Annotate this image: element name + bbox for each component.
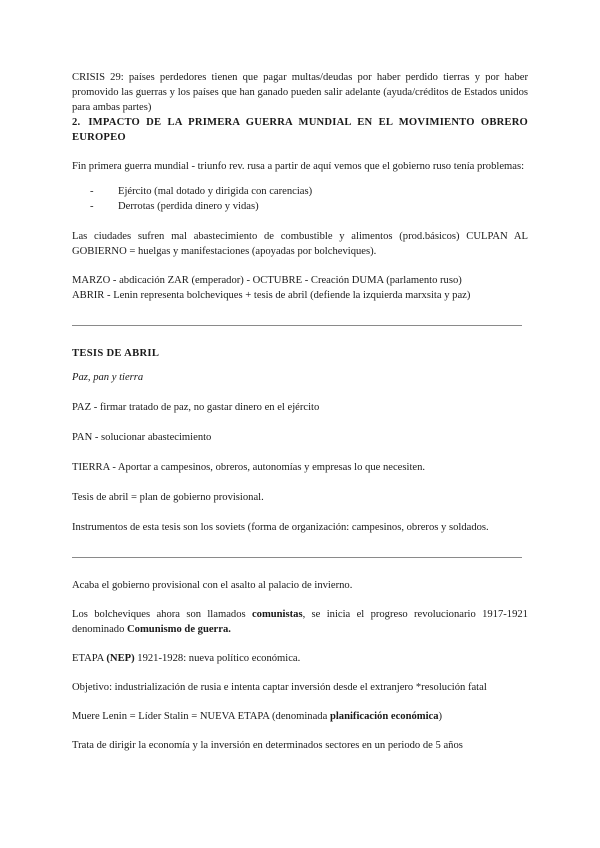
section-title: IMPACTO DE LA PRIMERA GUERRA MUNDIAL EN EL MOVIMIENTO OBRERO EUROPEO [72,117,528,143]
bullet-dash: - [90,201,94,212]
tesis-paz: PAZ - firmar tratado de paz, no gastar dinero en el ejército [72,402,320,413]
etapa-label: ETAPA [72,653,107,664]
intro-paragraph: Fin primera guerra mundial - triunfo rev. rusa a partir de aquí vemos que el gobierno ruso tenía problemas: [72,161,525,172]
tesis-instruments: Instrumentos de esta tesis son los soviets (forma de organización: campesinos, obreros y soldados. [72,522,489,533]
section-heading [72,115,528,145]
tesis-title: TESIS DE ABRIL [72,348,160,359]
bolcheviques-paragraph [72,607,528,637]
comunistas-term: comunistas [251,609,303,620]
gobierno-paragraph: Acaba el gobierno provisional con el asalto al palacio de invierno. [72,580,353,591]
planificacion-term: planificación económica [329,711,439,722]
march-line: MARZO - abdicación ZAR (emperador) - OCTUBRE - Creación DUMA (parlamento ruso) [72,275,462,286]
problems-list [72,184,528,214]
comunismo-guerra-term: Comunismo de guerra. [127,624,231,635]
lenin-text-end: ) [438,711,443,722]
list-item [72,199,528,214]
cities-paragraph: Las ciudades sufren mal abastecimiento de combustible y alimentos (prod.básicos) CULPAN AL GOBIERNO = huelgas y manifestaciones (apoyadas por bolcheviques). [72,231,528,257]
objetivo-paragraph: Objetivo: industrialización de rusia e intenta captar inversión desde el extranjero *resolución fatal [72,682,487,693]
bolcheviques-text-mid: , se inicia el progreso revolucionario 1917-1921 denominado [72,609,528,635]
etapa-paragraph [72,651,528,666]
nep-term: (NEP) [106,653,135,664]
april-line: ABRIR - Lenin representa bolcheviques + tesis de abril (defiende la izquierda marxsita y paz) [72,290,471,301]
lenin-text: Muere Lenin = Líder Stalin = NUEVA ETAPA (denominada [72,711,330,722]
bullet-dash: - [90,186,94,197]
tesis-motto: Paz, pan y tierra [72,372,144,383]
tesis-pan: PAN - solucionar abastecimiento [72,432,212,443]
list-item-text: Ejército (mal dotado y dirigida con carencias) [118,186,313,197]
crisis-paragraph: CRISIS 29: países perdedores tienen que pagar multas/deudas por haber perdido tierras y por haber promovido las guerras y los países que han ganado pueden salir adelante (ayuda/créditos de Estados unidos para ambas partes) [72,72,528,113]
tesis-plan: Tesis de abril = plan de gobierno provisional. [72,492,264,503]
lenin-paragraph [72,709,528,724]
tesis-tierra: TIERRA - Aportar a campesinos, obreros, autonomías y empresas lo que necesiten. [72,462,426,473]
etapa-text: 1921-1928: nueva político económica. [134,653,301,664]
document-page [72,70,528,753]
trata-paragraph: Trata de dirigir la economía y la inversión en determinados sectores en un periodo de 5 años [72,740,463,751]
bolcheviques-text: Los bolcheviques ahora son llamados [72,609,252,620]
list-item-text: Derrotas (perdida dinero y vidas) [118,201,259,212]
horizontal-rule [72,557,522,558]
horizontal-rule [72,325,522,326]
list-item [72,184,528,199]
section-number: 2. [72,117,81,128]
